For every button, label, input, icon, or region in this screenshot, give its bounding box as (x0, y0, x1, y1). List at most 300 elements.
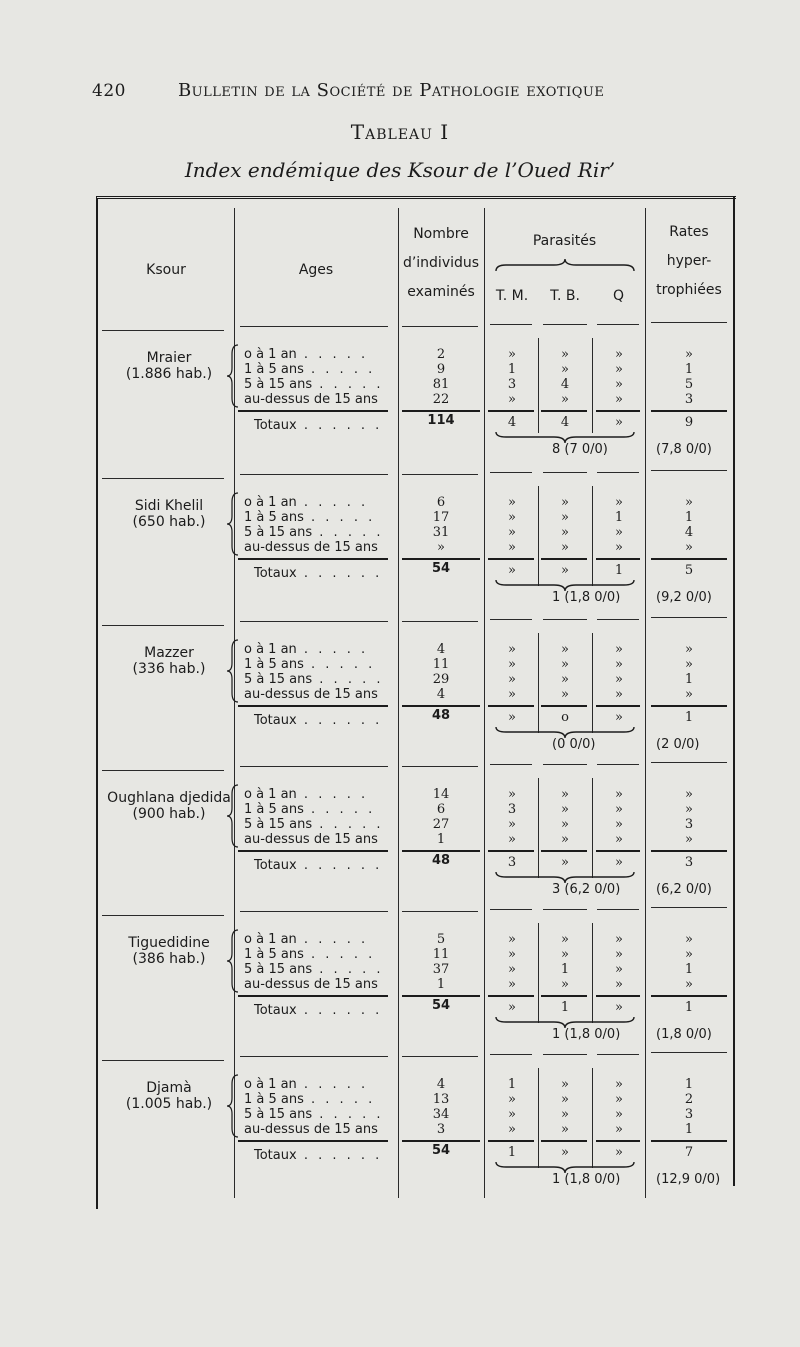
totals-row (254, 1148, 382, 1163)
age-label: 1 à 5 ans (244, 510, 304, 525)
total-tb: » (561, 563, 569, 578)
total-count: 54 (431, 561, 451, 576)
tm-cell: » (508, 495, 516, 510)
age-group-brace (226, 344, 240, 408)
age-row (244, 1092, 375, 1107)
tb-cell: » (561, 657, 569, 672)
rule-count-parasites (484, 208, 485, 1198)
count-cell: 13 (432, 1092, 450, 1107)
age-row (244, 362, 375, 377)
running-header (92, 80, 604, 101)
tm-cell: » (508, 347, 516, 362)
tm-cell: 1 (507, 362, 517, 377)
section-rule-tb (543, 909, 587, 910)
totals-rule-tm (488, 1140, 534, 1142)
section-rule-ksour (102, 915, 224, 916)
totals-rule-q (596, 1140, 640, 1142)
leader-dots: . . . . . (296, 787, 369, 802)
col-header-count (398, 220, 484, 307)
ksour-name-text: Sidi Khelil (134, 498, 204, 514)
count-cell: 11 (432, 657, 450, 672)
section-rule-ages (240, 474, 388, 475)
leader-dots: . . . . . (303, 1092, 376, 1107)
spleen-index: (6,2 0/0) (656, 882, 712, 897)
total-tm: 4 (507, 415, 517, 430)
total-count: 114 (427, 413, 455, 428)
table-right-rule (733, 196, 735, 1186)
rule-tb-q (592, 633, 593, 733)
section-rule-count (402, 621, 478, 622)
tb-cell: » (561, 495, 569, 510)
tm-cell: » (508, 540, 516, 555)
rule-tm-tb (538, 338, 539, 433)
leader-dots: . . . . . (296, 347, 369, 362)
leader-dots: . . . . . . (296, 566, 383, 581)
count-cell: » (437, 540, 445, 555)
ksour-name (104, 935, 234, 967)
tb-cell: » (561, 802, 569, 817)
count-cell: 1 (436, 832, 446, 847)
rates-cell: » (685, 787, 693, 802)
q-cell: » (615, 832, 623, 847)
col-header-ksour: Ksour (146, 262, 186, 278)
ksour-name-text: Tiguedidine (128, 935, 210, 951)
count-cell: 6 (436, 495, 446, 510)
age-label: 5 à 15 ans (244, 817, 313, 832)
ksour-name-text: Mazzer (144, 645, 194, 661)
rule-tm-tb (538, 923, 539, 1023)
age-row (244, 672, 383, 687)
section-rule-ages (240, 326, 388, 327)
age-row (244, 525, 383, 540)
ksour-name (104, 645, 234, 677)
age-row (244, 947, 375, 962)
age-label: 1 à 5 ans (244, 802, 304, 817)
section-rule-ksour (102, 1060, 224, 1061)
tm-cell: » (508, 687, 516, 702)
age-row (244, 932, 368, 947)
age-label: au-dessus de 15 ans (244, 1122, 378, 1137)
rule-parasites-rates (645, 208, 646, 1198)
ksour-population: (336 hab.) (132, 661, 206, 677)
total-q: » (615, 710, 623, 725)
tm-cell: » (508, 977, 516, 992)
section-rule-ksour (102, 770, 224, 771)
totals-rule-tm (488, 410, 534, 412)
age-label: 1 à 5 ans (244, 1092, 304, 1107)
leader-dots: . . . . . (303, 510, 376, 525)
q-cell: » (615, 1122, 623, 1137)
age-label: o à 1 an (244, 787, 297, 802)
age-group-brace (226, 492, 240, 556)
rule-tm-tb (538, 778, 539, 878)
q-cell: » (615, 540, 623, 555)
ksour-name (104, 498, 234, 530)
leader-dots: . . . . . (296, 1077, 369, 1092)
q-cell: » (615, 802, 623, 817)
rates-cell: 3 (684, 1107, 694, 1122)
section-rule-tb (543, 764, 587, 765)
section-rule-rates (651, 907, 727, 908)
parasite-index: 1 (1,8 0/0) (552, 1172, 621, 1187)
tb-cell: » (561, 1077, 569, 1092)
ksour-population: (386 hab.) (132, 951, 206, 967)
q-cell: » (615, 787, 623, 802)
parasites-header-brace (494, 257, 636, 275)
col-header-count-line1: Nombre (413, 226, 469, 242)
tb-cell: » (561, 832, 569, 847)
age-row (244, 642, 368, 657)
leader-dots: . . . . . (312, 672, 384, 687)
leader-dots: . . . . . (312, 377, 384, 392)
col-header-q: Q (612, 288, 625, 304)
total-tb: 1 (560, 1000, 570, 1015)
tm-cell: » (508, 787, 516, 802)
q-cell: » (615, 1077, 623, 1092)
rates-cell: 3 (684, 817, 694, 832)
total-rates: 7 (684, 1145, 694, 1160)
parasite-index: 1 (1,8 0/0) (552, 1027, 621, 1042)
total-q: 1 (614, 563, 624, 578)
ksour-population: (650 hab.) (132, 514, 206, 530)
totals-rule-ages (238, 995, 388, 997)
tb-cell: » (561, 510, 569, 525)
count-cell: 81 (432, 377, 450, 392)
totals-rule-q (596, 558, 640, 560)
col-header-count-line2: d’individus (402, 255, 480, 271)
section-rule-q (597, 472, 639, 473)
age-row (244, 510, 375, 525)
section-rule-ksour (102, 330, 224, 331)
parasite-index: 3 (6,2 0/0) (552, 882, 621, 897)
totals-rule-rates (651, 1140, 727, 1142)
rates-cell: » (685, 832, 693, 847)
q-cell: 1 (614, 510, 624, 525)
totals-row (254, 418, 382, 433)
tm-cell: » (508, 510, 516, 525)
totals-label: Totaux (254, 418, 297, 433)
rates-cell: 1 (684, 362, 694, 377)
count-cell: 5 (436, 932, 446, 947)
total-count: 48 (431, 853, 451, 868)
age-label: 5 à 15 ans (244, 1107, 313, 1122)
age-row (244, 802, 375, 817)
rates-cell: 3 (684, 392, 694, 407)
q-cell: » (615, 962, 623, 977)
rates-cell: » (685, 947, 693, 962)
rule-tb-q (592, 338, 593, 433)
age-label: o à 1 an (244, 347, 297, 362)
tb-cell: » (561, 947, 569, 962)
totals-rule-ages (238, 558, 388, 560)
totals-rule-tb (541, 705, 587, 707)
age-label: 1 à 5 ans (244, 362, 304, 377)
leader-dots: . . . . . (312, 962, 384, 977)
total-rates: 5 (684, 563, 694, 578)
age-row (244, 1122, 378, 1137)
total-count: 54 (431, 998, 451, 1013)
tm-cell: » (508, 657, 516, 672)
ksour-population: (1.005 hab.) (125, 1096, 213, 1112)
tm-cell: » (508, 947, 516, 962)
spleen-index: (1,8 0/0) (656, 1027, 712, 1042)
section-rule-q (597, 324, 639, 325)
section-rule-rates (651, 1052, 727, 1053)
age-row (244, 377, 383, 392)
tb-cell: » (561, 787, 569, 802)
count-cell: 11 (432, 947, 450, 962)
total-tb: 4 (560, 415, 570, 430)
totals-rule-count (402, 558, 480, 560)
q-cell: » (615, 362, 623, 377)
col-header-rates-line2: hyper- (666, 253, 712, 269)
tm-cell: » (508, 932, 516, 947)
col-header-rates-line1: Rates (669, 224, 709, 240)
age-row (244, 787, 368, 802)
rates-cell: » (685, 540, 693, 555)
age-label: 5 à 15 ans (244, 962, 313, 977)
tm-cell: » (508, 962, 516, 977)
total-count: 54 (431, 1143, 451, 1158)
count-cell: 34 (432, 1107, 450, 1122)
totals-rule-ages (238, 410, 388, 412)
age-row (244, 977, 378, 992)
tm-cell: » (508, 832, 516, 847)
age-label: au-dessus de 15 ans (244, 832, 378, 847)
tb-cell: » (561, 977, 569, 992)
leader-dots: . . . . . (303, 362, 376, 377)
section-rule-ages (240, 621, 388, 622)
rule-ages-count (398, 208, 399, 1198)
rule-tm-tb (538, 1068, 539, 1168)
age-label: au-dessus de 15 ans (244, 392, 378, 407)
col-header-ages: Ages (298, 262, 334, 278)
totals-rule-rates (651, 850, 727, 852)
age-label: 5 à 15 ans (244, 525, 313, 540)
tb-cell: » (561, 817, 569, 832)
section-rule-q (597, 764, 639, 765)
leader-dots: . . . . . . (296, 858, 383, 873)
count-cell: 37 (432, 962, 450, 977)
q-cell: » (615, 657, 623, 672)
totals-rule-tb (541, 1140, 587, 1142)
totals-rule-tm (488, 995, 534, 997)
leader-dots: . . . . . (296, 932, 369, 947)
section-rule-ksour (102, 625, 224, 626)
rates-cell: » (685, 977, 693, 992)
rule-tm-tb (538, 486, 539, 586)
tb-cell: 4 (560, 377, 570, 392)
age-label: o à 1 an (244, 932, 297, 947)
count-cell: 6 (436, 802, 446, 817)
section-rule-ages (240, 1056, 388, 1057)
running-title: Bulletin de la Société de Pathologie exotique (177, 80, 605, 101)
section-rule-tm (490, 472, 532, 473)
tm-cell: » (508, 672, 516, 687)
age-row (244, 495, 368, 510)
total-q: » (615, 415, 623, 430)
age-row (244, 540, 378, 555)
age-row (244, 1077, 368, 1092)
section-rule-tm (490, 909, 532, 910)
totals-rule-q (596, 995, 640, 997)
totals-rule-tm (488, 705, 534, 707)
tb-cell: » (561, 1107, 569, 1122)
count-cell: 3 (436, 1122, 446, 1137)
section-rule-tm (490, 324, 532, 325)
age-label: au-dessus de 15 ans (244, 977, 378, 992)
rule-tb-q (592, 1068, 593, 1168)
tb-cell: » (561, 672, 569, 687)
total-rates: 1 (684, 710, 694, 725)
total-q: » (615, 1000, 623, 1015)
table-title: Tableau I (350, 120, 450, 144)
section-rule-q (597, 1054, 639, 1055)
leader-dots: . . . . . (312, 525, 384, 540)
totals-rule-tb (541, 850, 587, 852)
tb-cell: » (561, 1092, 569, 1107)
totals-rule-rates (651, 410, 727, 412)
age-row (244, 392, 378, 407)
parasite-index: 8 (7 0/0) (552, 442, 608, 457)
totals-label: Totaux (254, 858, 297, 873)
section-rule-ages (240, 911, 388, 912)
totals-rule-q (596, 410, 640, 412)
ksour-name-text: Oughlana djedida (107, 790, 231, 806)
spleen-index: (9,2 0/0) (656, 590, 712, 605)
count-cell: 31 (432, 525, 450, 540)
tm-cell: » (508, 817, 516, 832)
totals-row (254, 858, 382, 873)
total-tm: 3 (507, 855, 517, 870)
q-cell: » (615, 1092, 623, 1107)
totals-label: Totaux (254, 713, 297, 728)
total-rates: 3 (684, 855, 694, 870)
rates-cell: 1 (684, 1122, 694, 1137)
table-subtitle: Index endémique des Ksour de l’Oued Rir’ (184, 158, 616, 182)
count-cell: 4 (436, 687, 446, 702)
total-count: 48 (431, 708, 451, 723)
rates-cell: 1 (684, 510, 694, 525)
section-rule-tm (490, 1054, 532, 1055)
rule-tb-q (592, 778, 593, 878)
parasite-index: 1 (1,8 0/0) (552, 590, 621, 605)
section-rule-count (402, 911, 478, 912)
section-rule-q (597, 909, 639, 910)
totals-rule-count (402, 995, 480, 997)
tb-cell: » (561, 392, 569, 407)
totals-rule-ages (238, 705, 388, 707)
totals-row (254, 566, 382, 581)
age-row (244, 832, 378, 847)
section-rule-ages (240, 766, 388, 767)
tb-cell: » (561, 932, 569, 947)
rule-tm-tb (538, 633, 539, 733)
ksour-name (104, 1080, 234, 1112)
q-cell: » (615, 377, 623, 392)
section-rule-q (597, 619, 639, 620)
totals-rule-count (402, 1140, 480, 1142)
q-cell: » (615, 642, 623, 657)
leader-dots: . . . . . . (296, 1003, 383, 1018)
totals-rule-rates (651, 558, 727, 560)
total-tm: 1 (507, 1145, 517, 1160)
totals-rule-tb (541, 410, 587, 412)
col-header-rates-line3: trophiées (656, 282, 722, 298)
age-row (244, 817, 383, 832)
col-header-tm: T. M. (495, 288, 529, 304)
tb-cell: » (561, 1122, 569, 1137)
section-rule-tb (543, 324, 587, 325)
section-rule-count (402, 766, 478, 767)
rates-cell: 1 (684, 672, 694, 687)
tm-cell: » (508, 1092, 516, 1107)
totals-rule-q (596, 705, 640, 707)
age-group-brace (226, 929, 240, 993)
q-cell: » (615, 977, 623, 992)
q-cell: » (615, 347, 623, 362)
q-cell: » (615, 687, 623, 702)
leader-dots: . . . . . . (296, 713, 383, 728)
age-row (244, 962, 383, 977)
q-cell: » (615, 817, 623, 832)
totals-rule-count (402, 410, 480, 412)
total-tm: » (508, 1000, 516, 1015)
count-cell: 27 (432, 817, 450, 832)
age-label: o à 1 an (244, 495, 297, 510)
age-label: au-dessus de 15 ans (244, 540, 378, 555)
tm-cell: » (508, 642, 516, 657)
total-rates: 1 (684, 1000, 694, 1015)
q-cell: » (615, 932, 623, 947)
q-cell: » (615, 392, 623, 407)
tb-cell: » (561, 642, 569, 657)
rates-cell: 1 (684, 962, 694, 977)
age-row (244, 1107, 383, 1122)
count-cell: 4 (436, 642, 446, 657)
tb-cell: » (561, 687, 569, 702)
totals-label: Totaux (254, 566, 297, 581)
total-tb: » (561, 855, 569, 870)
totals-label: Totaux (254, 1148, 297, 1163)
count-cell: 1 (436, 977, 446, 992)
ksour-name-text: Djamà (146, 1080, 192, 1096)
rates-cell: » (685, 347, 693, 362)
q-cell: » (615, 672, 623, 687)
tm-cell: 1 (507, 1077, 517, 1092)
section-rule-tm (490, 619, 532, 620)
age-row (244, 347, 368, 362)
spleen-index: (7,8 0/0) (656, 442, 712, 457)
rates-cell: » (685, 802, 693, 817)
totals-rule-q (596, 850, 640, 852)
leader-dots: . . . . . (312, 1107, 384, 1122)
count-cell: 9 (436, 362, 446, 377)
tm-cell: 3 (507, 802, 517, 817)
age-row (244, 687, 378, 702)
tm-cell: » (508, 1107, 516, 1122)
section-rule-rates (651, 617, 727, 618)
section-rule-tb (543, 619, 587, 620)
section-rule-tb (543, 472, 587, 473)
total-tb: » (561, 1145, 569, 1160)
section-rule-ksour (102, 478, 224, 479)
age-label: 5 à 15 ans (244, 672, 313, 687)
ksour-population: (1.886 hab.) (125, 366, 213, 382)
count-cell: 2 (436, 347, 446, 362)
leader-dots: . . . . . (303, 802, 376, 817)
totals-rule-tm (488, 850, 534, 852)
